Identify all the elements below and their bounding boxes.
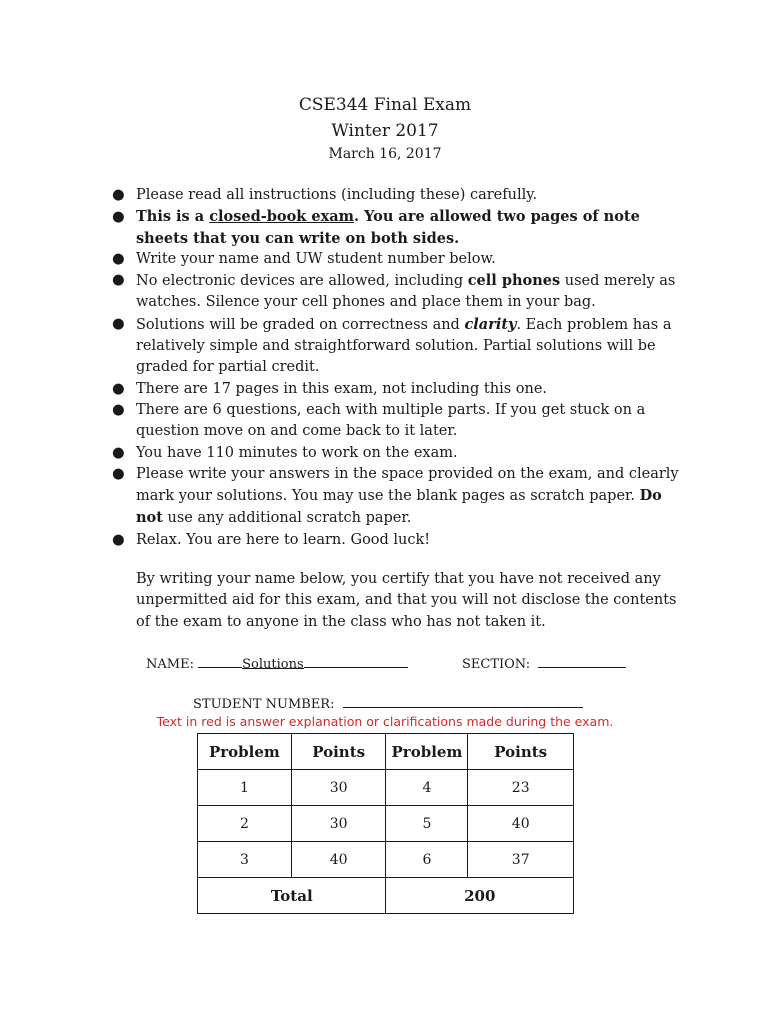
header-points: Points bbox=[468, 734, 574, 770]
problem-points: 30 bbox=[291, 806, 386, 842]
student-number-blank bbox=[343, 695, 583, 708]
total-row bbox=[198, 878, 574, 914]
section-field[interactable] bbox=[462, 655, 626, 674]
instruction-text: . Each problem has a relatively simple and straightforward solution. Partial solutions will be graded for partial credit. bbox=[136, 316, 672, 376]
instruction-text: This is a bbox=[136, 208, 210, 226]
instruction-item bbox=[112, 464, 682, 530]
name-label: NAME: bbox=[146, 657, 194, 672]
closed-book-emphasis: closed-book exam bbox=[209, 208, 354, 226]
bullet-icon: ● bbox=[112, 401, 125, 418]
instruction-text: Solutions will be graded on correctness and bbox=[136, 316, 465, 333]
bullet-icon: ● bbox=[112, 272, 125, 289]
problem-points: 37 bbox=[468, 842, 574, 878]
problem-points: 40 bbox=[468, 806, 574, 842]
cell-phones-emphasis: cell phones bbox=[467, 272, 561, 290]
exam-title: CSE344 Final Exam bbox=[298, 95, 472, 115]
total-label: Total bbox=[198, 878, 386, 914]
table-row bbox=[198, 842, 574, 878]
name-blank-prefix bbox=[198, 655, 242, 668]
table-row bbox=[198, 770, 574, 806]
bullet-icon: ● bbox=[112, 315, 125, 332]
header-points: Points bbox=[291, 734, 386, 770]
problem-number: 3 bbox=[198, 842, 292, 878]
instruction-text: Relax. You are here to learn. Good luck! bbox=[136, 531, 431, 548]
clarity-emphasis: clarity bbox=[464, 315, 517, 333]
instruction-text: There are 17 pages in this exam, not including this one. bbox=[136, 380, 548, 397]
header-problem: Problem bbox=[198, 734, 292, 770]
bullet-icon: ● bbox=[112, 531, 125, 548]
instruction-item bbox=[112, 530, 682, 551]
problem-number: 6 bbox=[386, 842, 468, 878]
section-label: SECTION: bbox=[462, 657, 531, 672]
exam-term: Winter 2017 bbox=[331, 121, 439, 141]
instruction-text: No electronic devices are allowed, including bbox=[136, 273, 468, 290]
red-text-note: Text in red is answer explanation or clarifications made during the exam. bbox=[156, 714, 614, 729]
instruction-text: You have 110 minutes to work on the exam. bbox=[136, 444, 458, 461]
instruction-text: There are 6 questions, each with multiple parts. If you get stuck on a question move on and come back to it later. bbox=[136, 401, 646, 440]
table-row bbox=[198, 806, 574, 842]
instruction-text: Please write your answers in the space provided on the exam, and clearly mark your solutions. You may use the blank pages as scratch paper. bbox=[136, 465, 679, 505]
bullet-icon: ● bbox=[112, 250, 125, 267]
section-blank bbox=[538, 655, 626, 668]
problem-number: 1 bbox=[198, 770, 292, 806]
problem-number: 5 bbox=[386, 806, 468, 842]
student-number-label: STUDENT NUMBER: bbox=[193, 697, 335, 712]
problem-points: 30 bbox=[291, 770, 386, 806]
problem-points: 23 bbox=[468, 770, 574, 806]
score-table bbox=[197, 733, 574, 914]
name-field[interactable] bbox=[146, 655, 408, 674]
certification-statement: By writing your name below, you certify that you have not received any unpermitted aid for this exam, and that you will not disclose the contents of the exam to anyone in the class who has not taken it. bbox=[136, 571, 677, 630]
instruction-text: Please read all instructions (including these) carefully. bbox=[136, 187, 538, 203]
instruction-item bbox=[112, 400, 682, 443]
instruction-item bbox=[112, 270, 682, 314]
instruction-text: Write your name and UW student number below. bbox=[136, 250, 496, 267]
header-problem: Problem bbox=[386, 734, 468, 770]
student-number-field[interactable] bbox=[193, 695, 583, 714]
instruction-text: use any additional scratch paper. bbox=[162, 510, 412, 527]
instruction-item bbox=[112, 379, 682, 400]
problem-points: 40 bbox=[291, 842, 386, 878]
score-table-header-row bbox=[198, 734, 574, 770]
bullet-icon: ● bbox=[112, 465, 125, 482]
instruction-item bbox=[112, 249, 682, 270]
bullet-icon: ● bbox=[112, 444, 125, 461]
exam-date: March 16, 2017 bbox=[328, 146, 442, 162]
bullet-icon: ● bbox=[112, 208, 125, 226]
name-value: Solutions bbox=[242, 657, 304, 672]
total-value: 200 bbox=[386, 878, 574, 914]
instruction-text: . You are allowed two pages of note sheets that you can write on both sides. bbox=[136, 208, 640, 247]
instruction-item bbox=[112, 206, 682, 249]
problem-number: 2 bbox=[198, 806, 292, 842]
instruction-item bbox=[112, 185, 682, 206]
do-not-emphasis: Do not bbox=[136, 487, 662, 527]
instruction-item bbox=[112, 314, 682, 379]
bullet-icon: ● bbox=[112, 187, 125, 203]
bullet-icon: ● bbox=[112, 380, 125, 397]
instruction-text: used merely as watches. Silence your cell phones and place them in your bag. bbox=[136, 273, 676, 311]
instruction-item bbox=[112, 443, 682, 464]
problem-number: 4 bbox=[386, 770, 468, 806]
instructions-list bbox=[112, 185, 682, 551]
name-blank-suffix bbox=[304, 655, 408, 668]
